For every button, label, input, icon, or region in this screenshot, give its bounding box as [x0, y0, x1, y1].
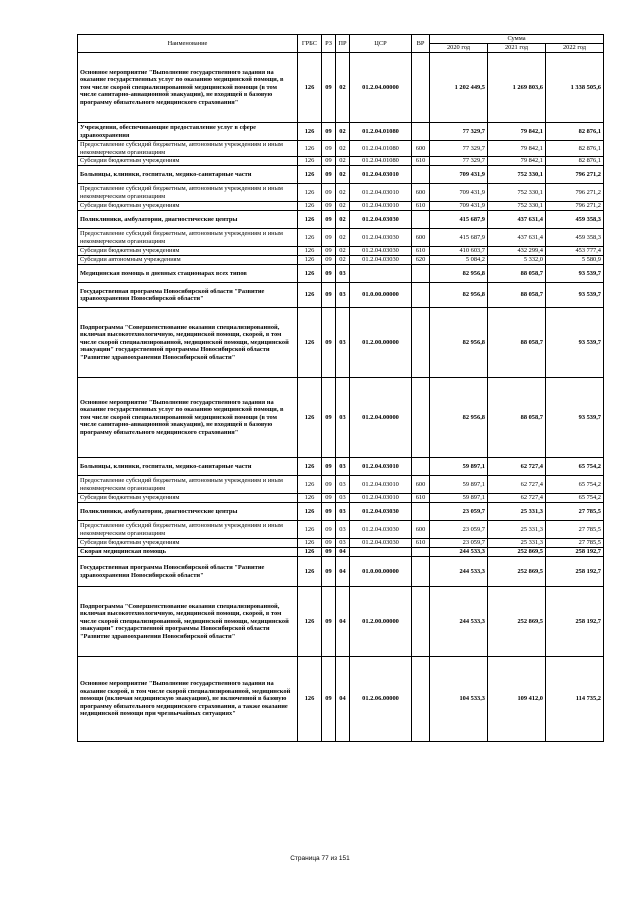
cell-v2020: 77 329,7	[430, 141, 488, 157]
cell-csr: 01.2.04.01080	[350, 157, 412, 166]
cell-name: Учреждения, обеспечивающие предоставление услуг в сфере здравоохранения	[78, 123, 298, 141]
cell-rz: 09	[322, 539, 336, 548]
cell-v2020: 59 897,1	[430, 458, 488, 476]
budget-table	[77, 34, 604, 742]
cell-grbs: 126	[298, 211, 322, 229]
cell-pr: 03	[336, 458, 350, 476]
cell-name: Скорая медицинская помощь	[78, 548, 298, 557]
cell-v2022: 27 785,5	[546, 539, 604, 548]
cell-v2021: 62 727,4	[488, 476, 546, 494]
table-row	[78, 657, 604, 742]
cell-v2020: 244 533,3	[430, 587, 488, 657]
cell-csr: 01.2.04.00000	[350, 53, 412, 123]
cell-v2022: 453 777,4	[546, 247, 604, 256]
cell-v2021: 252 869,5	[488, 557, 546, 587]
cell-v2022: 5 580,9	[546, 256, 604, 265]
cell-rz: 09	[322, 211, 336, 229]
cell-v2021: 752 330,1	[488, 166, 546, 184]
cell-v2020: 59 897,1	[430, 476, 488, 494]
cell-rz: 09	[322, 308, 336, 378]
cell-rz: 09	[322, 184, 336, 202]
cell-pr: 03	[336, 378, 350, 458]
header-sum: Сумма	[430, 35, 604, 44]
cell-v2021: 752 330,1	[488, 202, 546, 211]
cell-csr: 01.2.04.03030	[350, 521, 412, 539]
cell-grbs: 126	[298, 256, 322, 265]
header-csr: ЦСР	[350, 35, 412, 53]
cell-name: Предоставление субсидий бюджетным, автономным учреждениям и иным некоммерческим организациям	[78, 184, 298, 202]
cell-v2022: 459 358,3	[546, 229, 604, 247]
page-number: Страница 77 из 151	[290, 855, 350, 862]
cell-vr: 600	[412, 521, 430, 539]
cell-pr: 02	[336, 141, 350, 157]
cell-rz: 09	[322, 166, 336, 184]
cell-vr	[412, 166, 430, 184]
cell-v2020: 77 329,7	[430, 123, 488, 141]
cell-csr: 01.2.04.03030	[350, 503, 412, 521]
table-row	[78, 587, 604, 657]
cell-v2020: 415 687,9	[430, 211, 488, 229]
header-vr: ВР	[412, 35, 430, 53]
cell-rz: 09	[322, 378, 336, 458]
cell-v2021: 62 727,4	[488, 458, 546, 476]
cell-grbs: 126	[298, 587, 322, 657]
cell-grbs: 126	[298, 157, 322, 166]
cell-name: Больницы, клиники, госпитали, медико-санитарные части	[78, 166, 298, 184]
cell-vr: 600	[412, 229, 430, 247]
cell-grbs: 126	[298, 378, 322, 458]
cell-v2021: 752 330,1	[488, 184, 546, 202]
cell-v2021: 79 842,1	[488, 141, 546, 157]
table-row	[78, 539, 604, 548]
cell-vr: 620	[412, 256, 430, 265]
cell-vr	[412, 211, 430, 229]
cell-csr: 01.2.04.03010	[350, 184, 412, 202]
cell-csr: 01.2.00.00000	[350, 308, 412, 378]
cell-grbs: 126	[298, 503, 322, 521]
table-row	[78, 308, 604, 378]
cell-vr	[412, 123, 430, 141]
cell-csr	[350, 548, 412, 557]
cell-pr: 03	[336, 503, 350, 521]
cell-csr: 01.2.04.01080	[350, 123, 412, 141]
cell-v2021: 88 058,7	[488, 265, 546, 283]
cell-csr: 01.2.06.00000	[350, 657, 412, 742]
table-row	[78, 494, 604, 503]
cell-v2020: 23 059,7	[430, 539, 488, 548]
cell-csr: 01.0.00.00000	[350, 557, 412, 587]
cell-vr	[412, 265, 430, 283]
cell-v2022: 93 539,7	[546, 283, 604, 308]
table-header	[78, 35, 604, 53]
cell-v2021: 432 299,4	[488, 247, 546, 256]
cell-v2020: 23 059,7	[430, 503, 488, 521]
cell-pr: 03	[336, 521, 350, 539]
cell-csr: 01.2.04.03030	[350, 539, 412, 548]
cell-rz: 09	[322, 247, 336, 256]
table-row	[78, 166, 604, 184]
cell-csr: 01.2.04.03010	[350, 458, 412, 476]
cell-grbs: 126	[298, 283, 322, 308]
cell-v2022: 258 192,7	[546, 557, 604, 587]
cell-vr	[412, 657, 430, 742]
cell-pr: 03	[336, 308, 350, 378]
cell-v2022: 82 876,1	[546, 123, 604, 141]
table-body	[78, 53, 604, 742]
cell-v2020: 82 956,8	[430, 308, 488, 378]
cell-rz: 09	[322, 141, 336, 157]
cell-rz: 09	[322, 494, 336, 503]
cell-vr	[412, 378, 430, 458]
table-row	[78, 265, 604, 283]
table-row	[78, 202, 604, 211]
cell-v2022: 459 358,3	[546, 211, 604, 229]
table-row	[78, 557, 604, 587]
cell-v2021: 88 058,7	[488, 283, 546, 308]
cell-pr: 02	[336, 166, 350, 184]
cell-name: Поликлиники, амбулатории, диагностические центры	[78, 211, 298, 229]
table-row	[78, 211, 604, 229]
header-pr: ПР	[336, 35, 350, 53]
cell-v2022: 796 271,2	[546, 184, 604, 202]
cell-v2020: 82 956,8	[430, 265, 488, 283]
cell-vr	[412, 548, 430, 557]
cell-v2020: 59 897,1	[430, 494, 488, 503]
cell-rz: 09	[322, 657, 336, 742]
cell-grbs: 126	[298, 494, 322, 503]
cell-v2021: 1 269 803,6	[488, 53, 546, 123]
cell-vr: 600	[412, 476, 430, 494]
cell-v2021: 79 842,1	[488, 123, 546, 141]
cell-pr: 02	[336, 229, 350, 247]
cell-pr: 03	[336, 283, 350, 308]
cell-name: Субсидии бюджетным учреждениям	[78, 247, 298, 256]
cell-pr: 04	[336, 548, 350, 557]
cell-vr: 600	[412, 141, 430, 157]
cell-grbs: 126	[298, 557, 322, 587]
cell-v2020: 410 603,7	[430, 247, 488, 256]
cell-pr: 04	[336, 587, 350, 657]
table-row	[78, 53, 604, 123]
cell-v2021: 79 842,1	[488, 157, 546, 166]
cell-csr: 01.2.04.01080	[350, 141, 412, 157]
cell-rz: 09	[322, 202, 336, 211]
cell-pr: 02	[336, 247, 350, 256]
cell-csr: 01.2.04.03010	[350, 166, 412, 184]
table-row	[78, 141, 604, 157]
cell-v2020: 709 431,9	[430, 166, 488, 184]
cell-grbs: 126	[298, 657, 322, 742]
cell-name: Субсидии бюджетным учреждениям	[78, 494, 298, 503]
cell-v2020: 415 687,9	[430, 229, 488, 247]
cell-name: Основное мероприятие "Выполнение государственного задания на оказание государственных услуг по оказанию медицинской помощи, в том числе скорой специализированной медицинской помощи (в том числе санитарно-авиационной эвакуации), не входящей в базовую программу обязательного медицинского страхования"	[78, 53, 298, 123]
cell-vr	[412, 53, 430, 123]
cell-csr: 01.2.04.03030	[350, 211, 412, 229]
cell-v2021: 25 331,3	[488, 503, 546, 521]
cell-rz: 09	[322, 283, 336, 308]
cell-csr: 01.2.04.03010	[350, 494, 412, 503]
cell-csr: 01.2.04.03030	[350, 256, 412, 265]
cell-name: Предоставление субсидий бюджетным, автономным учреждениям и иным некоммерческим организациям	[78, 229, 298, 247]
cell-grbs: 126	[298, 141, 322, 157]
cell-rz: 09	[322, 123, 336, 141]
cell-grbs: 126	[298, 53, 322, 123]
cell-vr: 600	[412, 184, 430, 202]
cell-vr	[412, 458, 430, 476]
cell-grbs: 126	[298, 539, 322, 548]
cell-pr: 02	[336, 184, 350, 202]
cell-v2021: 88 058,7	[488, 378, 546, 458]
cell-csr	[350, 265, 412, 283]
cell-name: Субсидии бюджетным учреждениям	[78, 202, 298, 211]
cell-v2021: 25 331,3	[488, 539, 546, 548]
cell-name: Медицинская помощь в дневных стационарах всех типов	[78, 265, 298, 283]
table-row	[78, 229, 604, 247]
cell-v2022: 1 338 505,6	[546, 53, 604, 123]
table-row	[78, 157, 604, 166]
cell-v2022: 796 271,2	[546, 166, 604, 184]
cell-v2021: 88 058,7	[488, 308, 546, 378]
cell-name: Больницы, клиники, госпитали, медико-санитарные части	[78, 458, 298, 476]
cell-grbs: 126	[298, 548, 322, 557]
cell-pr: 02	[336, 53, 350, 123]
cell-grbs: 126	[298, 166, 322, 184]
cell-csr: 01.2.04.00000	[350, 378, 412, 458]
cell-v2022: 796 271,2	[546, 202, 604, 211]
cell-v2021: 252 869,5	[488, 548, 546, 557]
cell-name: Предоставление субсидий бюджетным, автономным учреждениям и иным некоммерческим организациям	[78, 476, 298, 494]
cell-v2022: 27 785,5	[546, 521, 604, 539]
cell-v2021: 62 727,4	[488, 494, 546, 503]
cell-csr: 01.0.00.00000	[350, 283, 412, 308]
table-row	[78, 476, 604, 494]
cell-name: Подпрограмма "Совершенствование оказания специализированной, включая высокотехнологичную, медицинской помощи, скорой, в том числе скорой специализированной, медицинской помощи, медицинской эвакуации" государственной программы Новосибирской области "Развитие здравоохранения Новосибирской области"	[78, 308, 298, 378]
table-row	[78, 548, 604, 557]
cell-rz: 09	[322, 476, 336, 494]
cell-v2020: 244 533,3	[430, 557, 488, 587]
cell-v2022: 93 539,7	[546, 265, 604, 283]
cell-v2021: 252 869,5	[488, 587, 546, 657]
cell-csr: 01.2.04.03030	[350, 229, 412, 247]
cell-rz: 09	[322, 503, 336, 521]
cell-csr: 01.2.00.00000	[350, 587, 412, 657]
cell-vr: 610	[412, 247, 430, 256]
cell-v2021: 437 631,4	[488, 211, 546, 229]
header-grbs: ГРБС	[298, 35, 322, 53]
cell-rz: 09	[322, 557, 336, 587]
cell-rz: 09	[322, 229, 336, 247]
cell-v2022: 65 754,2	[546, 476, 604, 494]
cell-v2020: 82 956,8	[430, 283, 488, 308]
cell-vr	[412, 308, 430, 378]
header-name: Наименование	[78, 35, 298, 53]
cell-pr: 02	[336, 123, 350, 141]
cell-pr: 03	[336, 494, 350, 503]
cell-pr: 03	[336, 476, 350, 494]
header-year-2021: 2021 год	[488, 44, 546, 53]
cell-v2022: 82 876,1	[546, 141, 604, 157]
table-row	[78, 123, 604, 141]
cell-pr: 03	[336, 265, 350, 283]
header-year-2020: 2020 год	[430, 44, 488, 53]
cell-v2022: 93 539,7	[546, 378, 604, 458]
cell-v2021: 109 412,0	[488, 657, 546, 742]
cell-v2020: 709 431,9	[430, 202, 488, 211]
cell-grbs: 126	[298, 265, 322, 283]
cell-csr: 01.2.04.03030	[350, 247, 412, 256]
cell-rz: 09	[322, 548, 336, 557]
cell-name: Подпрограмма "Совершенствование оказания специализированной, включая высокотехнологичную, медицинской помощи, скорой, в том числе скорой специализированной, медицинской помощи, медицинской эвакуации" государственной программы Новосибирской области "Развитие здравоохранения Новосибирской области"	[78, 587, 298, 657]
cell-pr: 02	[336, 157, 350, 166]
cell-v2020: 82 956,8	[430, 378, 488, 458]
cell-v2022: 27 785,5	[546, 503, 604, 521]
cell-rz: 09	[322, 256, 336, 265]
cell-rz: 09	[322, 587, 336, 657]
cell-name: Основное мероприятие "Выполнение государственного задания на оказание скорой, в том числе скорой специализированной, медицинской помощи (включая медицинскую эвакуацию), не включенной в базовую программу обязательного медицинского страхования, а также оказание медицинской помощи при чрезвычайных ситуациях"	[78, 657, 298, 742]
cell-vr	[412, 557, 430, 587]
cell-grbs: 126	[298, 458, 322, 476]
table-row	[78, 458, 604, 476]
cell-pr: 02	[336, 211, 350, 229]
cell-v2020: 709 431,9	[430, 184, 488, 202]
cell-vr: 610	[412, 202, 430, 211]
cell-v2020: 23 059,7	[430, 521, 488, 539]
cell-vr: 610	[412, 157, 430, 166]
cell-vr	[412, 587, 430, 657]
cell-grbs: 126	[298, 308, 322, 378]
cell-grbs: 126	[298, 521, 322, 539]
cell-rz: 09	[322, 53, 336, 123]
cell-name: Предоставление субсидий бюджетным, автономным учреждениям и иным некоммерческим организациям	[78, 521, 298, 539]
cell-pr: 02	[336, 256, 350, 265]
cell-grbs: 126	[298, 229, 322, 247]
cell-csr: 01.2.04.03010	[350, 476, 412, 494]
cell-v2022: 114 735,2	[546, 657, 604, 742]
cell-name: Государственная программа Новосибирской области "Развитие здравоохранения Новосибирской области"	[78, 283, 298, 308]
cell-name: Субсидии автономным учреждениям	[78, 256, 298, 265]
cell-pr: 03	[336, 539, 350, 548]
header-year-2022: 2022 год	[546, 44, 604, 53]
table-row	[78, 247, 604, 256]
cell-rz: 09	[322, 458, 336, 476]
cell-v2022: 258 192,7	[546, 587, 604, 657]
cell-v2020: 5 084,2	[430, 256, 488, 265]
header-rz: РЗ	[322, 35, 336, 53]
cell-v2022: 93 539,7	[546, 308, 604, 378]
cell-pr: 04	[336, 657, 350, 742]
cell-name: Субсидии бюджетным учреждениям	[78, 157, 298, 166]
cell-grbs: 126	[298, 184, 322, 202]
table-row	[78, 378, 604, 458]
cell-rz: 09	[322, 265, 336, 283]
table-row	[78, 283, 604, 308]
cell-v2020: 244 533,3	[430, 548, 488, 557]
cell-v2021: 25 331,3	[488, 521, 546, 539]
cell-grbs: 126	[298, 247, 322, 256]
cell-name: Субсидии бюджетным учреждениям	[78, 539, 298, 548]
cell-v2021: 437 631,4	[488, 229, 546, 247]
cell-v2020: 104 533,3	[430, 657, 488, 742]
table-row	[78, 256, 604, 265]
cell-v2022: 82 876,1	[546, 157, 604, 166]
cell-grbs: 126	[298, 476, 322, 494]
cell-name: Основное мероприятие "Выполнение государственного задания на оказание государственных услуг по оказанию медицинской помощи, в том числе скорой специализированной медицинской помощи (в том числе санитарно-авиационной эвакуации), не входящей в базовую программу обязательного медицинского страхования"	[78, 378, 298, 458]
cell-v2022: 258 192,7	[546, 548, 604, 557]
cell-name: Предоставление субсидий бюджетным, автономным учреждениям и иным некоммерческим организациям	[78, 141, 298, 157]
cell-vr	[412, 283, 430, 308]
cell-vr: 610	[412, 539, 430, 548]
cell-pr: 02	[336, 202, 350, 211]
table-row	[78, 503, 604, 521]
table-row	[78, 184, 604, 202]
cell-v2020: 77 329,7	[430, 157, 488, 166]
cell-v2021: 5 332,0	[488, 256, 546, 265]
cell-name: Государственная программа Новосибирской области "Развитие здравоохранения Новосибирской области"	[78, 557, 298, 587]
cell-vr	[412, 503, 430, 521]
cell-v2020: 1 202 449,5	[430, 53, 488, 123]
cell-grbs: 126	[298, 202, 322, 211]
table-row	[78, 521, 604, 539]
cell-vr: 610	[412, 494, 430, 503]
cell-v2022: 65 754,2	[546, 494, 604, 503]
cell-rz: 09	[322, 157, 336, 166]
cell-rz: 09	[322, 521, 336, 539]
cell-name: Поликлиники, амбулатории, диагностические центры	[78, 503, 298, 521]
cell-pr: 04	[336, 557, 350, 587]
cell-csr: 01.2.04.03010	[350, 202, 412, 211]
cell-grbs: 126	[298, 123, 322, 141]
cell-v2022: 65 754,2	[546, 458, 604, 476]
